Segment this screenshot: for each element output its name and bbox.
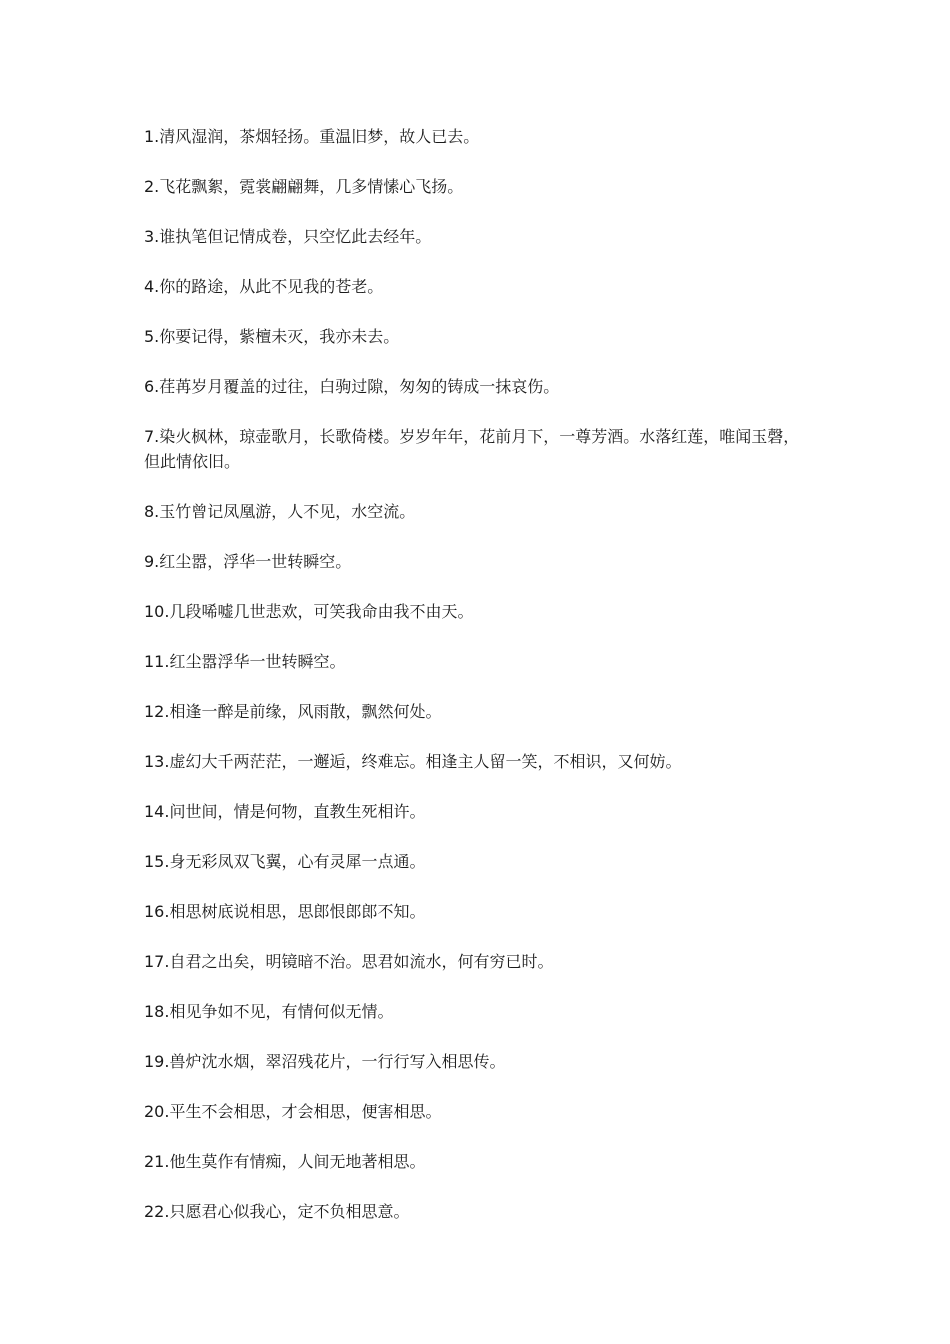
text-line-13: 13.虚幻大千两茫茫，一邂逅，终难忘。相逢主人留一笑，不相识，又何妨。 (144, 752, 682, 771)
text-line-4: 4.你的路途，从此不见我的苍老。 (144, 277, 384, 296)
text-body (144, 124, 804, 1249)
text-line-9: 9.红尘嚣，浮华一世转瞬空。 (144, 552, 352, 571)
text-line-15: 15.身无彩凤双飞翼，心有灵犀一点通。 (144, 852, 426, 871)
text-line-20: 20.平生不会相思，才会相思，便害相思。 (144, 1102, 442, 1121)
text-line-6: 6.荏苒岁月覆盖的过往，白驹过隙，匆匆的铸成一抹哀伤。 (144, 377, 560, 396)
text-line-7: 7.染火枫林，琼壶歌月，长歌倚楼。岁岁年年，花前月下，一尊芳酒。水落红莲，唯闻玉磬，但此情依旧。 (144, 427, 800, 471)
text-line-11: 11.红尘嚣浮华一世转瞬空。 (144, 652, 346, 671)
text-line-8: 8.玉竹曾记凤凰游，人不见，水空流。 (144, 502, 416, 521)
text-line-5: 5.你要记得，紫檀未灭，我亦未去。 (144, 327, 400, 346)
text-line-12: 12.相逢一醉是前缘，风雨散，飘然何处。 (144, 702, 442, 721)
text-line-3: 3.谁执笔但记情成卷，只空忆此去经年。 (144, 227, 432, 246)
text-line-1: 1.清风湿润，茶烟轻扬。重温旧梦，故人已去。 (144, 127, 480, 146)
text-line-18: 18.相见争如不见，有情何似无情。 (144, 1002, 394, 1021)
text-line-2: 2.飞花飘絮，霓裳翩翩舞，几多情愫心飞扬。 (144, 177, 464, 196)
text-line-14: 14.问世间，情是何物，直教生死相许。 (144, 802, 426, 821)
text-line-22: 22.只愿君心似我心，定不负相思意。 (144, 1202, 410, 1221)
text-line-19: 19.兽炉沈水烟，翠沼残花片，一行行写入相思传。 (144, 1052, 506, 1071)
text-line-21: 21.他生莫作有情痴，人间无地著相思。 (144, 1152, 426, 1171)
text-line-17: 17.自君之出矣，明镜暗不治。思君如流水，何有穷已时。 (144, 952, 554, 971)
text-line-10: 10.几段唏嘘几世悲欢，可笑我命由我不由天。 (144, 602, 474, 621)
text-line-16: 16.相思树底说相思，思郎恨郎郎不知。 (144, 902, 426, 921)
